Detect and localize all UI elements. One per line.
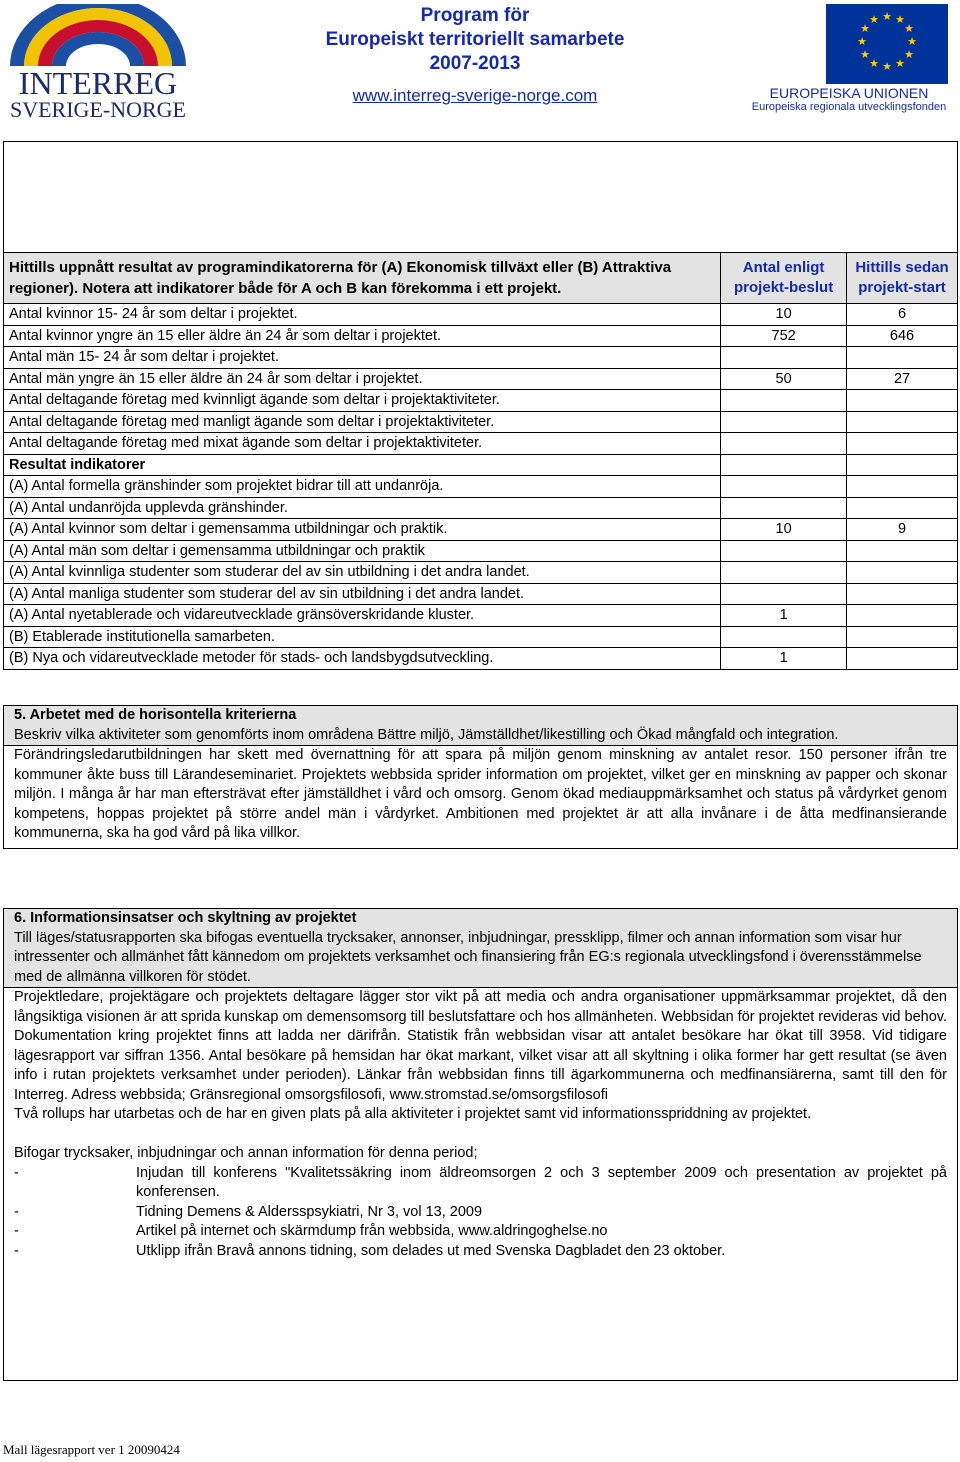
section5-body-box [3,746,958,849]
footer-version: Mall lägesrapport ver 1 20090424 [3,1442,180,1457]
section6-heading: 6. Informationsinsatser och skyltning av projektet [14,910,357,926]
attachment-item [14,1164,947,1203]
indicator-row [4,648,958,670]
indicator-row [4,325,958,347]
indicator-row [4,411,958,433]
indicator-label: Antal kvinnor yngre än 15 eller äldre än 24 år som deltar i projektet. [4,325,721,347]
indicator-value-since-start [847,605,958,627]
interreg-logo [2,4,194,124]
indicator-row [4,583,958,605]
indicator-value-decided [721,562,847,584]
section6-instruction: Till läges/statusrapporten ska bifogas eventuella trycksaker, annonser, inbjudningar, pressklipp, filmer och annan information som visar hur intressenter och allmänhet fått kännedom om projektets verksamhet och finansiering från EG:s regionala utvecklingsfond i överensstämmelse med de allmänna villkoren för stödet. [14,929,922,985]
column-header-decided: Antal enligt projekt-beslut [721,253,847,304]
section5-header [3,705,958,746]
indicator-table [3,252,958,670]
svg-text:★: ★ [860,48,870,61]
indicator-value-since-start [847,454,958,476]
indicator-value-since-start: 9 [847,519,958,541]
logo-title: INTERREG [18,65,178,101]
indicator-value-decided: 50 [721,368,847,390]
indicator-value-since-start [847,583,958,605]
indicator-row [4,605,958,627]
indicator-row [4,540,958,562]
indicator-value-decided: 10 [721,304,847,326]
indicator-header-row [4,253,958,304]
indicator-label: (A) Antal män som deltar i gemensamma utbildningar och praktik [4,540,721,562]
attachment-dash: - [14,1203,19,1220]
indicator-value-since-start [847,433,958,455]
indicator-value-decided: 1 [721,605,847,627]
indicator-value-since-start [847,411,958,433]
indicator-label: Antal kvinnor 15- 24 år som deltar i projektet. [4,304,721,326]
svg-text:★: ★ [904,48,914,61]
indicator-label: (B) Nya och vidareutvecklade metoder för stads- och landsbygdsutveckling. [4,648,721,670]
indicator-question: Hittills uppnått resultat av programindikatorerna för (A) Ekonomisk tillväxt eller (B) Attraktiva regioner). Notera att indikatorer både för A och B kan förekomma i ett projekt. [4,253,721,304]
svg-text:★: ★ [882,10,892,23]
section6-header [3,908,958,988]
section6-body-box [3,988,958,1381]
attachments-list [14,1164,947,1262]
eu-fund: Europeiska regionala utvecklingsfonden [751,101,947,113]
section6-body-1: Projektledare, projektägare och projektets deltagare lägger stor vikt på att media och andra organisationer uppmärksammar projektet, då den långsiktiga visionen är att sprida kunskap om demensomsorg till beslutsfattare och hos allmänheten. Webbsidan för projektet revideras vid behov. Dokumentation kring projektet finns att ladda ner därifrån. Statistik från webbsidan visar att antalet besökare har ökat till 3958. Vid tidigare lägesrapport var siffran 1356. Antal besökare på hemsidan har ökat markant, vilket visar att all skyltning i olika former har gett resultat (se även info i rutan projektets verksamhet under perioden). Länkar från webbsidan finns till ägarkommunerna och medfinansiärerna, samt till den för Interreg. Adress webbsida; Gränsregional omsorgsfilosofi, www.stromstad.se/omsorgsfilosofi [14,989,947,1103]
indicator-label: Antal män yngre än 15 eller äldre än 24 år som deltar i projektet. [4,368,721,390]
indicator-value-decided: 752 [721,325,847,347]
svg-text:★: ★ [895,57,905,70]
indicator-label: Antal deltagande företag med mixat ägande som deltar i projektaktiviteter. [4,433,721,455]
indicator-label: Antal deltagande företag med kvinnligt ägande som deltar i projektaktiviteter. [4,390,721,412]
attachment-dash: - [14,1164,19,1181]
indicator-value-since-start [847,476,958,498]
indicator-value-since-start: 27 [847,368,958,390]
section-information [3,908,958,1381]
program-website-link[interactable]: www.interreg-sverige-norge.com [352,86,598,105]
indicator-label: Antal män 15- 24 år som deltar i projektet. [4,347,721,369]
attachment-text: Injudan till konferens "Kvalitetssäkring inom äldreomsorgen 2 och 3 september 2009 och presentation av projektet på konferensen. [136,1164,947,1200]
section5-body: Förändringsledarutbildningen har skett med övernattning för att spara på miljön genom minskning av antalet resor. 150 personer ifrån tre kommuner åkte buss till Lärandeseminariet. Projektets webbsida sprider information om projektet, vilket ger en minskning av papper och skonar miljön. I många år har man eftersträvat efter jämställdhet i vård och omsorg. Genom ökad mediauppmärksamhet och status på vårdyrket genom kompetens, hoppas projektet på större andel män i vårdyrket. Ambitionen med projektet är att alla invånare i de åtta medfinansierande kommunerna, ska ha god vård på lika villkor. [14,747,947,841]
indicator-row [4,390,958,412]
indicator-value-since-start [847,648,958,670]
indicator-label: (A) Antal kvinnor som deltar i gemensamma utbildningar och praktik. [4,519,721,541]
indicator-value-decided [721,454,847,476]
indicator-row [4,454,958,476]
empty-report-box [3,141,958,253]
program-line-1: Program för [420,5,530,26]
section6-body-2: Två rollups har utarbetas och de har en given plats på alla aktiviteter i projektet samt vid informationsspriddning av projektet. [14,1106,812,1122]
attachment-text: Artikel på internet och skärmdump från webbsida, www.aldringoghelse.no [136,1223,608,1239]
indicator-value-since-start [847,390,958,412]
indicator-label: (A) Antal nyetablerade och vidareutvecklade gränsöverskridande kluster. [4,605,721,627]
svg-text:★: ★ [907,35,917,48]
indicator-row [4,433,958,455]
section5-heading: 5. Arbetet med de horisontella kriterierna [14,707,297,723]
attachments-intro: Bifogar trycksaker, inbjudningar och annan information för denna period; [14,1145,478,1161]
attachment-item [14,1222,947,1242]
indicator-label: Resultat indikatorer [4,454,721,476]
indicator-label: (A) Antal kvinnliga studenter som studerar del av sin utbildning i det andra landet. [4,562,721,584]
indicator-value-decided: 1 [721,648,847,670]
attachment-dash: - [14,1242,19,1259]
program-title [300,4,650,106]
attachment-item [14,1242,947,1262]
indicator-value-since-start [847,497,958,519]
attachment-dash: - [14,1223,19,1239]
program-years: 2007-2013 [429,53,521,74]
svg-text:★: ★ [857,35,867,48]
indicator-value-decided [721,347,847,369]
indicator-label: Antal deltagande företag med manligt ägande som deltar i projektaktiviteter. [4,411,721,433]
indicator-value-decided [721,583,847,605]
indicator-label: (B) Etablerade institutionella samarbeten. [4,626,721,648]
indicator-value-decided [721,411,847,433]
svg-text:★: ★ [895,13,905,26]
indicator-row [4,347,958,369]
svg-text:★: ★ [869,57,879,70]
indicator-row [4,519,958,541]
indicator-value-decided [721,476,847,498]
svg-text:★: ★ [860,22,870,35]
indicator-value-decided: 10 [721,519,847,541]
indicator-row [4,304,958,326]
indicator-value-since-start [847,540,958,562]
indicator-value-since-start [847,562,958,584]
page-header [0,0,960,130]
indicator-value-since-start: 646 [847,325,958,347]
svg-text:★: ★ [869,13,879,26]
eu-name: EUROPEISKA UNIONEN [769,85,929,101]
indicator-row [4,368,958,390]
indicator-row [4,626,958,648]
attachment-item [14,1203,947,1223]
section5-instruction: Beskriv vilka aktiviteter som genomförts inom områdena Bättre miljö, Jämställdhet/likestilling och Ökad mångfald och integration. [14,726,839,743]
attachment-text: Tidning Demens & Aldersspsykiatri, Nr 3, vol 13, 2009 [136,1203,483,1220]
svg-text:★: ★ [904,22,914,35]
column-header-since-start: Hittills sedan projekt-start [847,253,958,304]
eu-logo-block [744,4,954,114]
indicator-label: (A) Antal undanröjda upplevda gränshinder. [4,497,721,519]
program-line-2: Europeiskt territoriellt samarbete [325,29,625,50]
indicator-value-decided [721,433,847,455]
indicator-value-decided [721,390,847,412]
indicator-row [4,476,958,498]
indicator-label: (A) Antal formella gränshinder som projektet bidrar till att undanröja. [4,476,721,498]
indicator-value-since-start [847,347,958,369]
indicator-value-decided [721,626,847,648]
indicator-label: (A) Antal manliga studenter som studerar del av sin utbildning i det andra landet. [4,583,721,605]
indicator-value-decided [721,540,847,562]
indicator-row [4,562,958,584]
svg-text:★: ★ [882,60,892,73]
attachment-text: Utklipp ifrån Bravå annons tidning, som delades ut med Svenska Dagbladet den 23 oktober. [136,1242,726,1259]
eu-flag-icon [826,4,948,84]
indicator-value-since-start: 6 [847,304,958,326]
indicator-row [4,497,958,519]
indicator-value-since-start [847,626,958,648]
section-horizontal-criteria [3,705,958,849]
logo-subtitle: SVERIGE-NORGE [10,97,186,122]
indicator-value-decided [721,497,847,519]
